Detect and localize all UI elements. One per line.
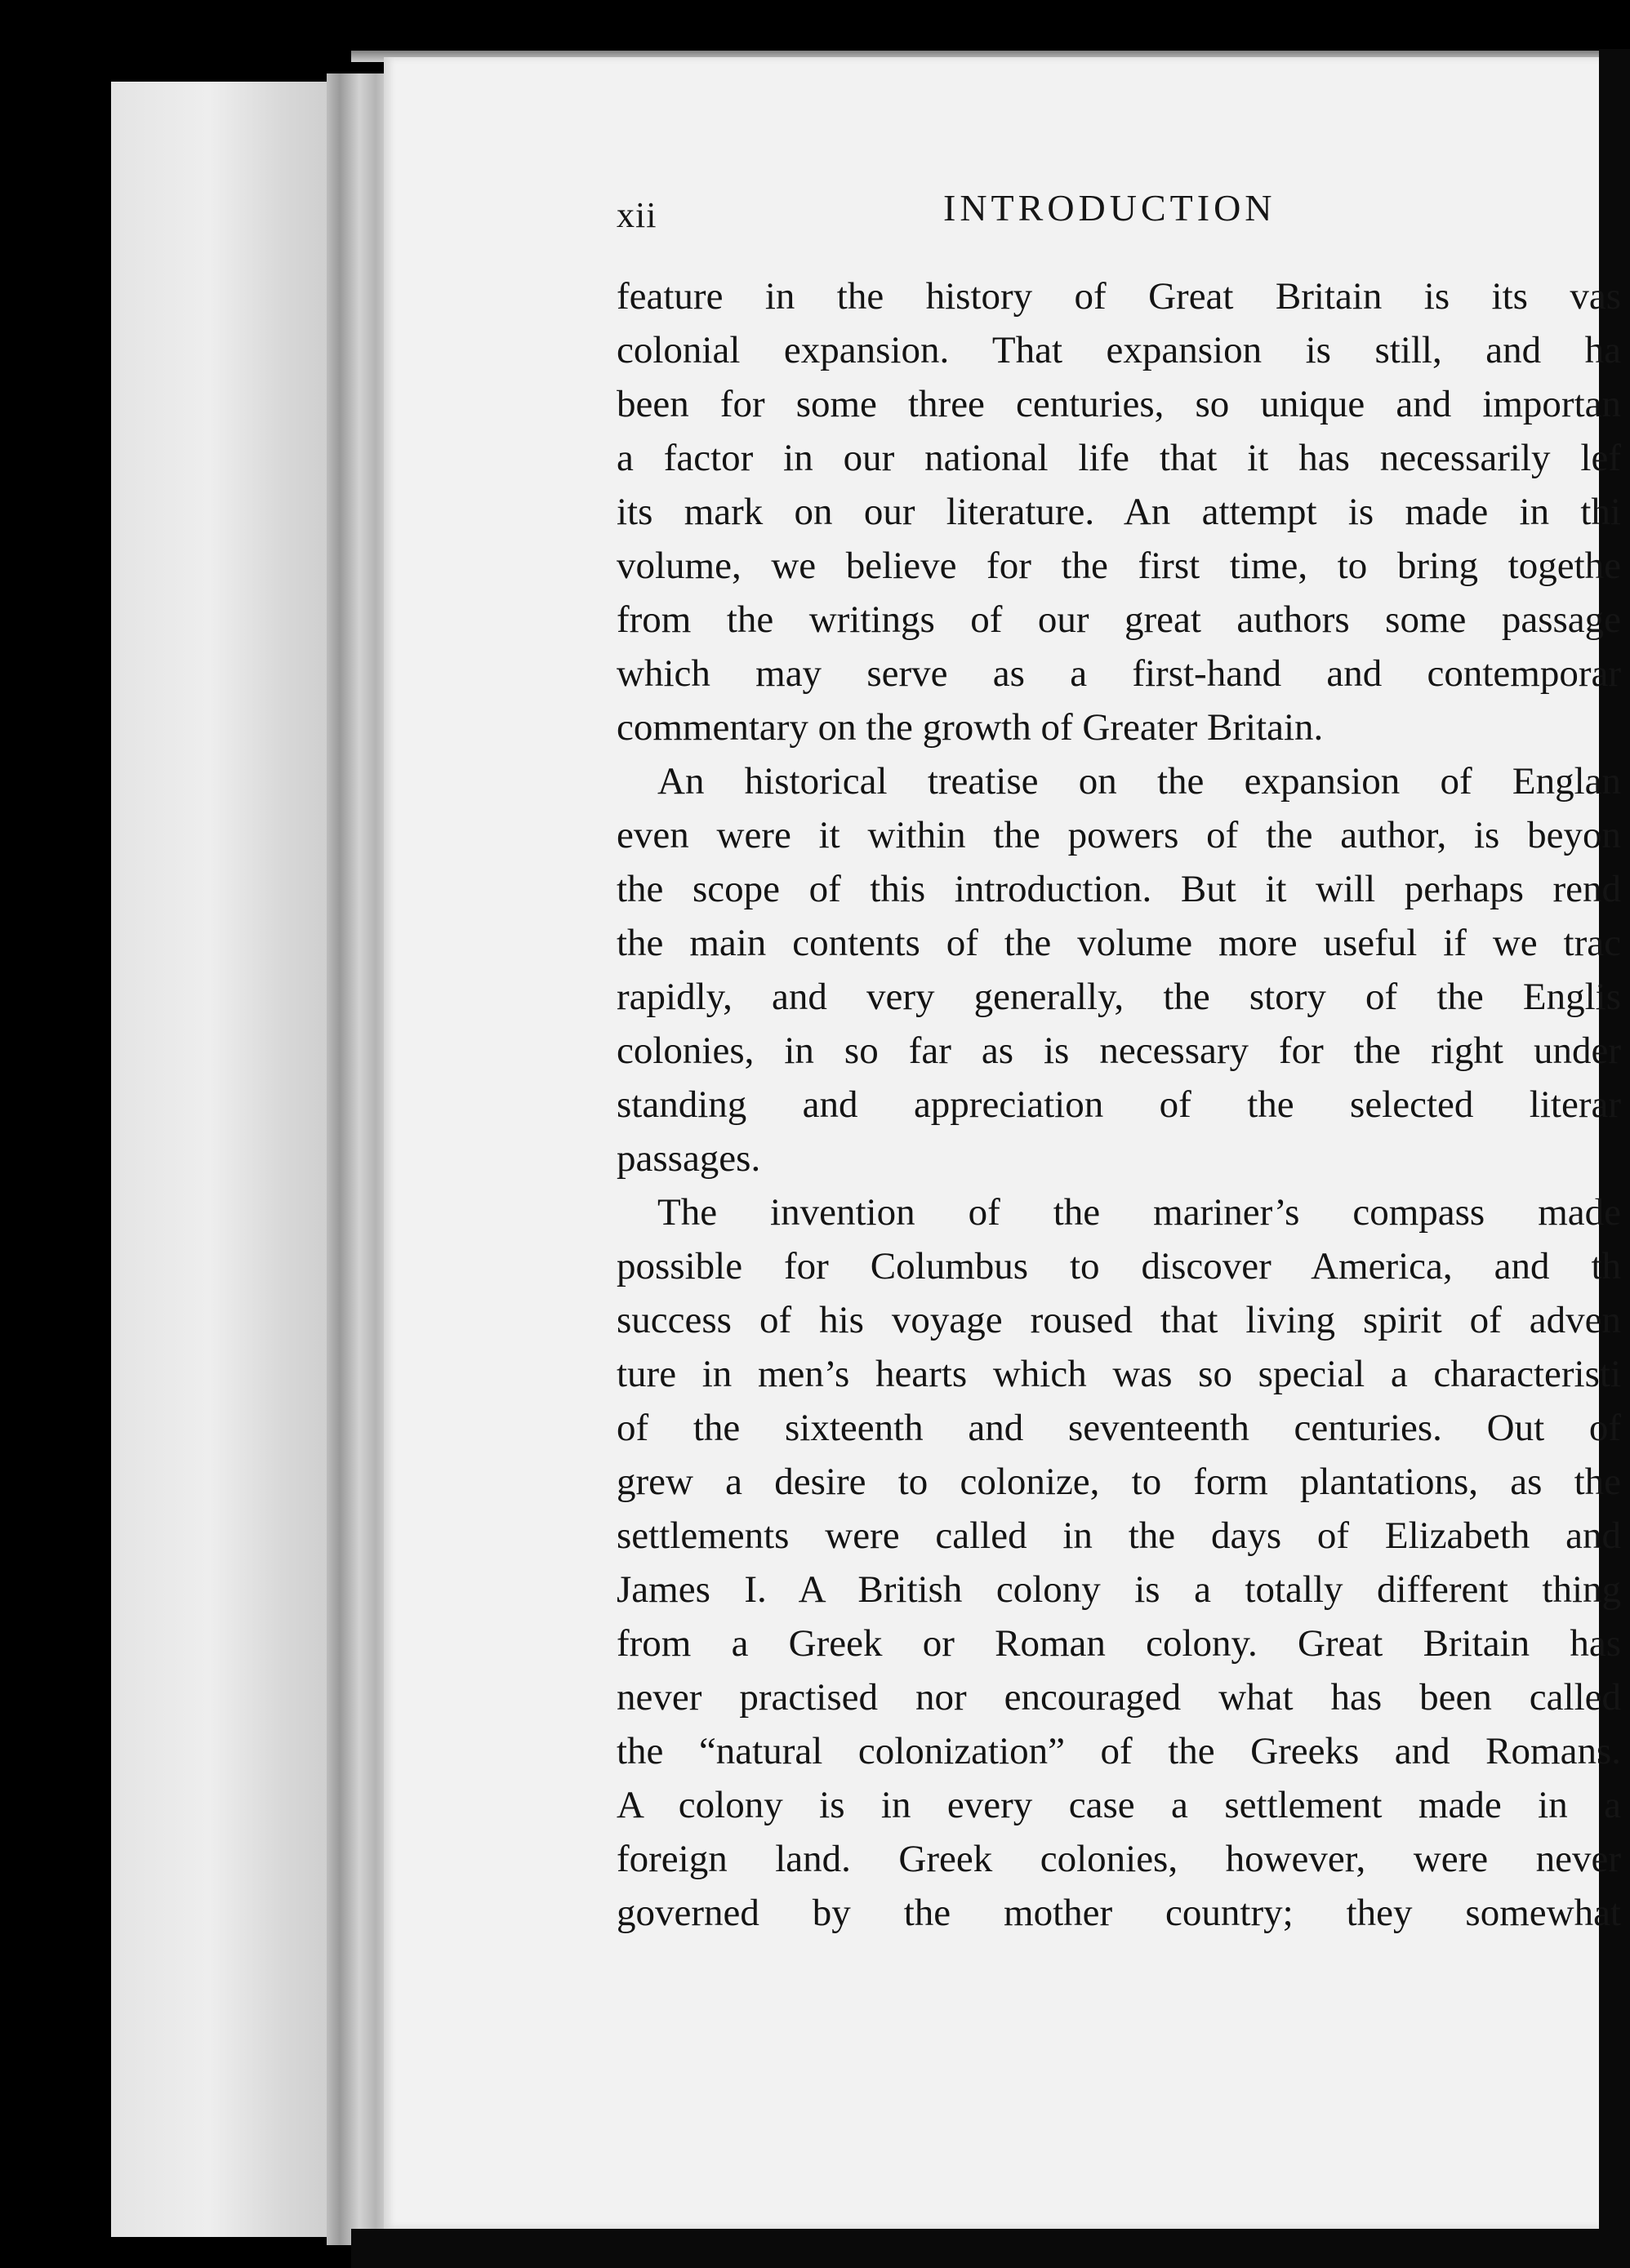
text-line: The invention of the mariner’s compass made [657, 1191, 1621, 1234]
text-line: a factor in our national life that it has necessarily lef [617, 437, 1621, 479]
text-line: colonies, in so far as is necessary for the right under [617, 1029, 1621, 1072]
text-line: commentary on the growth of Greater Britain. [617, 706, 1324, 749]
text-line: from a Greek or Roman colony. Great Britain has [617, 1622, 1621, 1665]
page-bottom-edge [351, 2229, 1630, 2268]
text-line: success of his voyage roused that living spirit of adven [617, 1299, 1621, 1341]
text-line: grew a desire to colonize, to form plantations, as the [617, 1461, 1621, 1503]
text-line: volume, we believe for the first time, to bring togethe [617, 545, 1621, 587]
body-text [617, 269, 1621, 2025]
page-header [617, 186, 1597, 243]
text-line: of the sixteenth and seventeenth centuries. Out of [617, 1407, 1621, 1449]
text-line: the scope of this introduction. But it will perhaps rend [617, 868, 1621, 910]
text-line: ture in men’s hearts which was so special a characteristi [617, 1353, 1621, 1395]
text-line: passages. [617, 1137, 761, 1180]
page-gutter [327, 73, 392, 2245]
text-line: even were it within the powers of the author, is beyon [617, 814, 1621, 856]
text-line: possible for Columbus to discover America, and th [617, 1245, 1621, 1287]
text-line: been for some three centuries, so unique and importan [617, 383, 1621, 425]
text-line: standing and appreciation of the selected literar [617, 1083, 1621, 1126]
running-head: INTRODUCTION [943, 187, 1276, 229]
text-line: which may serve as a first-hand and contemporar [617, 652, 1621, 695]
text-line: feature in the history of Great Britain is its vas [617, 275, 1621, 318]
text-line: the “natural colonization” of the Greeks and Romans. [617, 1730, 1621, 1772]
text-line: settlements were called in the days of Elizabeth and [617, 1514, 1621, 1557]
text-line: rapidly, and very generally, the story of the Englis [617, 976, 1621, 1018]
text-line: governed by the mother country; they somewhat [617, 1892, 1621, 1934]
page-number: xii [617, 195, 657, 235]
text-line: its mark on our literature. An attempt is made in thi [617, 491, 1621, 533]
book-binding [111, 82, 356, 2237]
text-line: from the writings of our great authors some passage [617, 598, 1621, 641]
text-line: An historical treatise on the expansion of Englan [657, 760, 1621, 803]
text-line: colonial expansion. That expansion is still, and ha [617, 329, 1621, 371]
text-line: James I. A British colony is a totally different thing [617, 1568, 1621, 1611]
text-line: A colony is in every case a settlement made in a [617, 1784, 1621, 1826]
text-line: never practised nor encouraged what has been called [617, 1676, 1621, 1719]
text-line: the main contents of the volume more useful if we trac [617, 922, 1621, 964]
text-line: foreign land. Greek colonies, however, were never [617, 1838, 1621, 1880]
